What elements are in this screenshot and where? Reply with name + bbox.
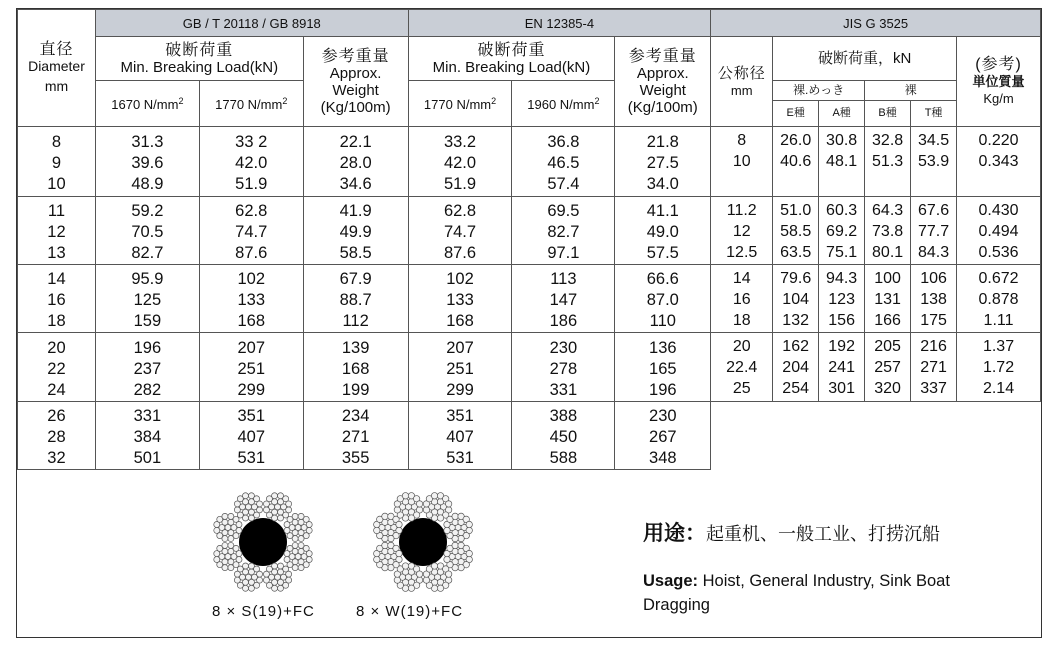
en-1960-cell-value: 69.5 — [547, 202, 580, 220]
jis-bare-label: 裸 — [865, 81, 956, 101]
jis-t-cell-value: 216 — [920, 338, 947, 355]
diameter-cell-value: 8 — [51, 133, 62, 151]
en-1770-cell-value: 42.0 — [443, 154, 477, 172]
gb-1670-cell-value: 125 — [133, 291, 162, 309]
en-1960-cell — [512, 265, 615, 333]
jis-e-cell-value: 51.0 — [780, 202, 812, 219]
en-weight-cell — [615, 333, 711, 402]
jis-e-cell-value: 132 — [782, 312, 809, 329]
gb-1670-cell-value: 159 — [133, 312, 162, 330]
jis-diameter-cell-value: 10 — [732, 153, 751, 170]
en-weight-cell-value: 136 — [649, 338, 677, 357]
jis-t-cell-value: 77.7 — [917, 223, 950, 240]
gb-mbl-en: Min. Breaking Load(kN) — [120, 58, 279, 76]
usage-en — [643, 569, 983, 617]
jis-diameter-cell — [711, 127, 773, 197]
diameter-en: Diameter — [28, 58, 85, 74]
gb-1670-cell — [95, 127, 199, 197]
en-weight-cell-value: 27.5 — [646, 154, 679, 172]
jis-b-cell-value: 131 — [874, 291, 901, 308]
en-1770-cell — [408, 127, 512, 197]
jis-a-cell — [819, 265, 865, 333]
jis-t-cell-value: 84.3 — [917, 244, 950, 261]
diameter-cell-value: 28 — [47, 428, 66, 446]
jis-b-cell — [865, 333, 911, 402]
gb-1770-cell — [199, 265, 303, 333]
gb-weight-cell — [303, 402, 408, 470]
gb-weight-cell-value: 88.7 — [339, 291, 372, 309]
jis-diameter-cell-value: 11.2 — [726, 202, 757, 219]
en-weight-unit: (Kg/100m) — [627, 98, 698, 116]
diameter-cell — [18, 265, 96, 333]
jis-t-cell-value: 53.9 — [917, 153, 950, 170]
en-weight-cell-value: 267 — [649, 428, 677, 446]
en-1770-cell-value: 102 — [446, 270, 474, 288]
en-1770-cell-value: 33.2 — [443, 133, 477, 151]
diameter-cell-value: 24 — [47, 380, 66, 399]
jis-grade-a: A種 — [832, 107, 851, 119]
jis-e-cell-value: 104 — [782, 291, 809, 308]
gb-mbl-header — [95, 37, 303, 81]
jis-a-cell — [819, 127, 865, 197]
en-weight-cell — [615, 265, 711, 333]
en-1960-cell-value: 331 — [549, 380, 578, 399]
jis-b-cell-value: 257 — [874, 359, 901, 376]
en-1770-cell-value: 62.8 — [443, 202, 477, 220]
en-1770-cell-value: 74.7 — [443, 223, 477, 241]
jis-b-cell-value: 100 — [874, 270, 901, 287]
gb-weight-cell-value: 41.9 — [339, 202, 372, 220]
jis-b-cell-value: 64.3 — [872, 202, 904, 219]
jis-a-cell-value: 241 — [828, 359, 855, 376]
jis-weight-cell — [957, 333, 1041, 402]
gb-1670-cell — [95, 197, 199, 265]
jis-diameter-cell-value: 22.4 — [726, 359, 758, 376]
en-weight-cell-value: 34.0 — [646, 175, 679, 193]
diameter-cell-value: 20 — [47, 338, 66, 357]
gb-1770-cell-value: 351 — [237, 407, 265, 425]
jis-a-cell-value: 30.8 — [826, 132, 858, 149]
en-1770-cell-value: 531 — [446, 449, 474, 467]
gb-weight-cell — [303, 265, 408, 333]
jis-diameter-cell — [711, 197, 773, 265]
diameter-unit: mm — [44, 78, 69, 94]
jis-weight-cell-value: 0.343 — [978, 153, 1019, 170]
gb-1770-cell — [199, 402, 303, 470]
jis-t-cell — [911, 333, 957, 402]
jis-e-cell-value: 63.5 — [780, 244, 812, 261]
en-1770-cell-value: 207 — [446, 338, 474, 357]
en-weight-cell-value: 21.8 — [646, 133, 679, 151]
jis-a-cell-value: 94.3 — [826, 270, 858, 287]
gb-1770-cell-value: 531 — [237, 449, 265, 467]
gb-1670-cell — [95, 265, 199, 333]
jis-e-cell-value: 79.6 — [780, 270, 812, 287]
jis-diameter-cell-value: 8 — [737, 132, 747, 149]
jis-nominal-header — [711, 37, 773, 127]
en-1960-cell-value: 186 — [549, 312, 578, 330]
en-1960-cell-value: 57.4 — [547, 175, 580, 193]
en-weight-cell-value: 110 — [649, 312, 676, 330]
jis-weight-cell-value: 0.220 — [978, 132, 1019, 149]
gb-1670-cell — [95, 333, 199, 402]
jis-t-cell-value: 271 — [920, 359, 947, 376]
en-1960-cell-value: 147 — [549, 291, 578, 309]
jis-a-cell-value: 60.3 — [826, 202, 858, 219]
en-weight-cell-value: 41.1 — [646, 202, 679, 220]
usage-cn-text: 起重机、一般工业、打捞沉船 — [706, 524, 940, 544]
diameter-cell-value: 9 — [51, 154, 62, 172]
gb-weight-cell — [303, 197, 408, 265]
gb-1770-cell — [199, 127, 303, 197]
en-1960-cell-value: 36.8 — [547, 133, 580, 151]
jis-weight-cell — [957, 197, 1041, 265]
gb-weight-unit: (Kg/100m) — [320, 98, 391, 116]
gb-weight-cn: 参考重量 — [321, 47, 390, 65]
en-mbl-en: Min. Breaking Load(kN) — [432, 58, 591, 76]
en-weight-header — [615, 37, 711, 127]
jis-t-cell — [911, 127, 957, 197]
table-row — [18, 333, 1041, 402]
diameter-cell-value: 26 — [47, 407, 66, 425]
jis-b-cell — [865, 197, 911, 265]
gb-weight-cell-value: 112 — [342, 312, 369, 330]
table-row — [18, 265, 1041, 333]
standard-jis: JIS G 3525 — [711, 10, 1041, 37]
jis-a-cell-value: 69.2 — [826, 223, 858, 240]
diameter-cell — [18, 402, 96, 470]
jis-e-cell — [773, 127, 819, 197]
rope-w19-cross-section-icon — [367, 486, 479, 598]
en-1770-cell-value: 133 — [446, 291, 474, 309]
empty-cell — [711, 402, 1041, 470]
jis-diameter-cell-value: 25 — [732, 380, 751, 397]
jis-weight-cell-value: 0.672 — [978, 270, 1019, 287]
diameter-cell — [18, 197, 96, 265]
diameter-cell-value: 11 — [47, 202, 66, 220]
gb-1770-cell-value: 42.0 — [235, 154, 268, 172]
gb-1770-cell-value: 168 — [237, 312, 265, 330]
jis-a-cell-value: 75.1 — [826, 244, 858, 261]
jis-a-cell-value: 156 — [828, 312, 855, 329]
jis-weight-cell-value: 0.494 — [978, 223, 1019, 240]
en-weight-cell — [615, 127, 711, 197]
gb-grade-1770: 1770 $N/mm^2$ — [199, 81, 303, 127]
jis-nominal-cn: 公称径 — [717, 64, 766, 82]
diameter-header — [18, 10, 96, 127]
gb-1770-cell-value: 251 — [237, 359, 265, 378]
en-weight-cell-value: 230 — [649, 407, 677, 425]
gb-1770-cell-value: 62.8 — [235, 202, 268, 220]
diameter-cn: 直径 — [39, 41, 74, 58]
en-1770-cell-value: 168 — [446, 312, 474, 330]
en-mbl-header — [408, 37, 615, 81]
jis-e-cell-value: 26.0 — [780, 132, 812, 149]
jis-diameter-cell-value: 12.5 — [726, 244, 758, 261]
en-1770-cell-value: 87.6 — [443, 244, 477, 262]
jis-weight-cell-value: 1.37 — [982, 338, 1015, 355]
gb-1670-cell-value: 59.2 — [131, 202, 164, 220]
en-1960-cell-value: 278 — [549, 359, 578, 378]
jis-weight-cell-value: 0.536 — [978, 244, 1019, 261]
en-1960-cell — [512, 402, 615, 470]
gb-weight-cell — [303, 333, 408, 402]
diameter-cell — [18, 333, 96, 402]
jis-e-cell — [773, 265, 819, 333]
jis-e-cell — [773, 333, 819, 402]
jis-e-cell-value: 254 — [782, 380, 809, 397]
en-grade-1770: 1770 $N/mm^2$ — [408, 81, 512, 127]
gb-1670-cell-value: 95.9 — [131, 270, 164, 288]
jis-unit: Kg/m — [983, 91, 1014, 106]
jis-weight-header — [957, 37, 1041, 127]
en-1770-cell — [408, 402, 512, 470]
rope2-caption: 8 × W(19)+FC — [356, 603, 464, 620]
gb-1670-cell-value: 70.5 — [131, 223, 164, 241]
jis-t-cell — [911, 265, 957, 333]
gb-1670-cell-value: 48.9 — [131, 175, 164, 193]
gb-1670-cell-value: 384 — [133, 428, 162, 446]
gb-weight-cell-value: 34.6 — [339, 175, 372, 193]
gb-weight-cell-value: 49.9 — [339, 223, 372, 241]
table-row — [18, 197, 1041, 265]
jis-diameter-cell — [711, 265, 773, 333]
en-1960-cell-value: 588 — [549, 449, 578, 467]
jis-weight-cell — [957, 127, 1041, 197]
usage-cn — [643, 517, 940, 547]
rope-s19-cross-section-icon — [207, 486, 319, 598]
gb-weight-cell — [303, 127, 408, 197]
jis-weight-cell-value: 0.430 — [978, 202, 1019, 219]
jis-e-cell-value: 40.6 — [780, 153, 812, 170]
en-weight-cell-value: 196 — [649, 380, 677, 399]
gb-weight-cell-value: 67.9 — [339, 270, 372, 288]
en-weight-cell-value: 66.6 — [646, 270, 679, 288]
jis-b-cell-value: 32.8 — [872, 132, 904, 149]
jis-diameter-cell-value: 18 — [732, 312, 751, 329]
table-row — [18, 127, 1041, 197]
gb-1770-cell — [199, 333, 303, 402]
jis-weight-cell-value: 0.878 — [978, 291, 1019, 308]
jis-grade-b: B種 — [865, 101, 911, 126]
en-1960-cell-value: 230 — [549, 338, 578, 357]
en-weight-cell-value: 57.5 — [646, 244, 679, 262]
gb-weight-cell-value: 22.1 — [339, 133, 372, 151]
jis-weight-cell-value: 2.14 — [982, 380, 1015, 397]
table-row — [18, 402, 1041, 470]
en-1770-cell-value: 299 — [446, 380, 474, 399]
en-1770-cell — [408, 197, 512, 265]
jis-b-cell-value: 73.8 — [872, 223, 904, 240]
en-1960-cell — [512, 127, 615, 197]
en-weight-cell — [615, 402, 711, 470]
jis-a-cell-value: 123 — [828, 291, 855, 308]
jis-weight-cell-value: 1.72 — [982, 359, 1015, 376]
gb-1770-cell-value: 87.6 — [235, 244, 268, 262]
diameter-cell-value: 22 — [47, 359, 66, 378]
gb-1770-cell-value: 74.7 — [235, 223, 268, 241]
jis-b-cell — [865, 127, 911, 197]
gb-1670-cell-value: 82.7 — [131, 244, 164, 262]
gb-1770-cell-value: 102 — [237, 270, 265, 288]
gb-1770-cell-value: 207 — [237, 338, 265, 357]
gb-1770-cell — [199, 197, 303, 265]
en-weight-cell-value: 348 — [649, 449, 677, 467]
en-mbl-cn: 破断荷重 — [477, 41, 546, 59]
diameter-cell-value: 12 — [47, 223, 66, 241]
jis-diameter-cell — [711, 333, 773, 402]
diameter-cell-value: 32 — [47, 449, 66, 467]
jis-mbl-header: 破断荷重，kN — [773, 37, 957, 81]
diameter-cell-value: 18 — [47, 312, 66, 330]
gb-1670-cell-value: 501 — [133, 449, 162, 467]
jis-galv-label: 裸.めっき — [773, 81, 864, 101]
jis-weight-cell — [957, 265, 1041, 333]
en-1960-cell-value: 388 — [549, 407, 578, 425]
en-weight-cell-value: 165 — [649, 359, 677, 378]
gb-1770-cell-value: 299 — [237, 380, 265, 399]
jis-t-cell-value: 67.6 — [917, 202, 950, 219]
gb-1770-cell-value: 51.9 — [235, 175, 268, 193]
gb-1670-cell-value: 39.6 — [131, 154, 164, 172]
jis-grade-t: T種 — [924, 107, 943, 119]
en-weight-cn: 参考重量 — [628, 47, 697, 65]
en-1770-cell — [408, 333, 512, 402]
standard-gb: GB / T 20118 / GB 8918 — [95, 10, 408, 37]
gb-weight-header — [303, 37, 408, 127]
en-1770-cell — [408, 265, 512, 333]
en-1770-cell-value: 407 — [446, 428, 474, 446]
gb-weight-cell-value: 28.0 — [339, 154, 372, 172]
diameter-cell-value: 10 — [47, 175, 66, 193]
jis-unit-weight: 単位質量 — [972, 74, 1025, 89]
standard-en: EN 12385-4 — [408, 10, 711, 37]
jis-t-cell-value: 106 — [920, 270, 947, 287]
jis-b-cell-value: 80.1 — [872, 244, 904, 261]
en-1960-cell — [512, 333, 615, 402]
gb-1770-cell-value: 133 — [237, 291, 265, 309]
jis-b-cell — [865, 265, 911, 333]
jis-weight-cell-value: 1.11 — [983, 312, 1014, 329]
rope1-caption: 8 × S(19)+FC — [212, 603, 315, 620]
gb-1770-cell-value: 33 2 — [235, 133, 268, 151]
gb-1670-cell-value: 282 — [133, 380, 162, 399]
en-1770-cell-value: 351 — [446, 407, 474, 425]
gb-weight-cell-value: 234 — [341, 407, 370, 425]
gb-weight-en2: Weight — [332, 81, 379, 99]
diameter-cell-value: 13 — [47, 244, 66, 262]
jis-grade-e: E種 — [773, 101, 819, 126]
en-weight-cell-value: 87.0 — [646, 291, 679, 309]
diameter-cell-value: 14 — [47, 270, 66, 288]
jis-t-cell-value: 337 — [920, 380, 947, 397]
gb-grade-1670: 1670 $N/mm^2$ — [95, 81, 199, 127]
en-1770-cell-value: 51.9 — [443, 175, 477, 193]
en-1770-cell-value: 251 — [446, 359, 474, 378]
gb-mbl-cn: 破断荷重 — [165, 41, 234, 59]
gb-1670-cell-value: 331 — [133, 407, 162, 425]
jis-e-cell-value: 58.5 — [780, 223, 812, 240]
jis-b-cell-value: 166 — [874, 312, 901, 329]
gb-weight-cell-value: 271 — [341, 428, 370, 446]
jis-a-cell — [819, 197, 865, 265]
en-weight-en1: Approx. — [636, 64, 689, 82]
gb-weight-en1: Approx. — [329, 64, 382, 82]
jis-diameter-cell-value: 12 — [732, 223, 751, 240]
en-1960-cell-value: 113 — [550, 270, 577, 288]
en-weight-cell — [615, 197, 711, 265]
usage-en-text: Hoist, General Industry, Sink Boat Dragging — [643, 572, 950, 614]
jis-a-cell-value: 48.1 — [826, 153, 858, 170]
jis-b-cell-value: 205 — [874, 338, 901, 355]
en-1960-cell-value: 97.1 — [547, 244, 580, 262]
en-1960-cell-value: 46.5 — [547, 154, 580, 172]
spec-sheet — [16, 8, 1042, 638]
en-1960-cell-value: 450 — [549, 428, 578, 446]
jis-e-cell-value: 162 — [782, 338, 809, 355]
jis-a-cell — [819, 333, 865, 402]
jis-bare-header — [865, 81, 957, 127]
jis-diameter-cell-value: 16 — [732, 291, 751, 308]
jis-b-cell-value: 51.3 — [872, 153, 904, 170]
gb-weight-cell-value: 355 — [341, 449, 370, 467]
en-weight-en2: Weight — [639, 81, 686, 99]
gb-weight-cell-value: 58.5 — [339, 244, 372, 262]
gb-weight-cell-value: 199 — [341, 380, 370, 399]
gb-weight-cell-value: 168 — [341, 359, 370, 378]
jis-t-cell-value: 34.5 — [917, 132, 950, 149]
jis-ref: (参考) — [975, 56, 1022, 73]
jis-b-cell-value: 320 — [874, 380, 901, 397]
diameter-cell-value: 16 — [47, 291, 66, 309]
gb-weight-cell-value: 139 — [341, 338, 370, 357]
usage-cn-label: 用途： — [643, 522, 706, 545]
jis-t-cell — [911, 197, 957, 265]
jis-diameter-cell-value: 14 — [732, 270, 751, 287]
en-grade-1960: 1960 $N/mm^2$ — [512, 81, 615, 127]
jis-nominal-unit: mm — [730, 82, 753, 98]
jis-diameter-cell-value: 20 — [732, 338, 751, 355]
gb-1670-cell — [95, 402, 199, 470]
jis-a-cell-value: 192 — [828, 338, 855, 355]
jis-t-cell-value: 175 — [920, 312, 947, 329]
en-1960-cell — [512, 197, 615, 265]
jis-t-cell-value: 138 — [920, 291, 947, 308]
gb-1670-cell-value: 237 — [133, 359, 162, 378]
diameter-cell — [18, 127, 96, 197]
gb-1770-cell-value: 407 — [237, 428, 265, 446]
jis-a-cell-value: 301 — [828, 380, 855, 397]
en-weight-cell-value: 49.0 — [646, 223, 679, 241]
gb-1670-cell-value: 31.3 — [131, 133, 164, 151]
jis-e-cell — [773, 197, 819, 265]
gb-1670-cell-value: 196 — [133, 338, 162, 357]
usage-en-label: Usage: — [643, 572, 699, 590]
en-1960-cell-value: 82.7 — [547, 223, 580, 241]
jis-galv-header — [773, 81, 865, 127]
wire-rope-spec-table — [17, 9, 1041, 470]
jis-e-cell-value: 204 — [782, 359, 809, 376]
